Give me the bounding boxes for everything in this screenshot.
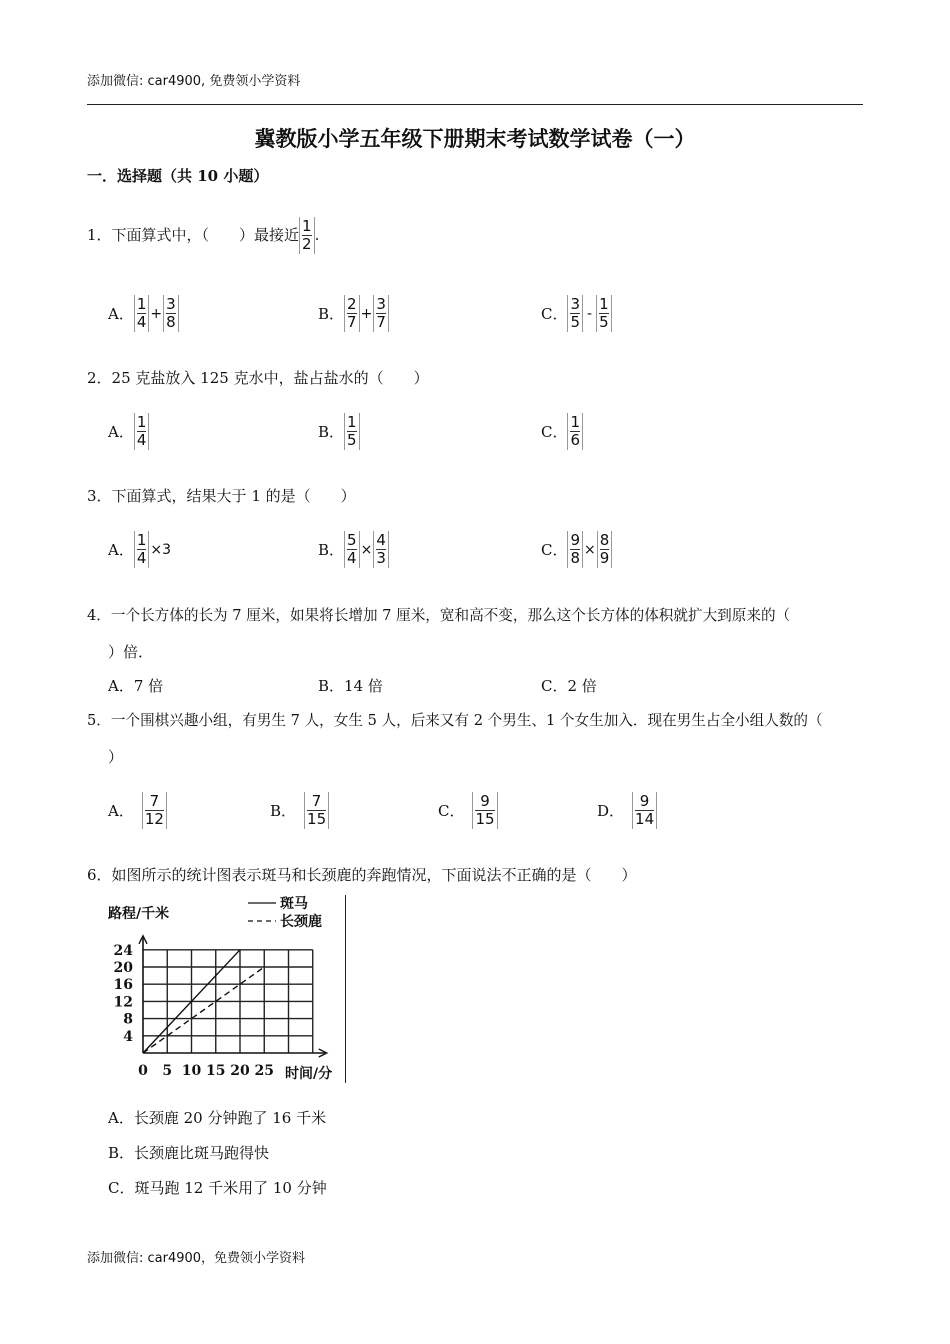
q5-option-b[interactable]: B． $\frac{7}{15}$ xyxy=(270,792,329,829)
q1-option-a[interactable]: A． $\frac{1}{4}$ + $\frac{3}{8}$ xyxy=(108,295,179,332)
chart-ylabel: 路程/千米 xyxy=(108,906,170,922)
y-tick-label: 16 xyxy=(113,977,133,994)
header-note: 添加微信: car4900, 免费领小学资料 xyxy=(87,74,301,89)
chart-frame-edge xyxy=(345,895,346,1083)
question-5-stem-line1: 5．一个围棋兴趣小组，有男生 7 人，女生 5 人，后来又有 2 个男生、1 个女生加入．现在男生占全小组人数的（ xyxy=(87,712,823,729)
question-1-stem: 1．下面算式中，（ ）最接近 xyxy=(87,226,300,244)
q2-option-c[interactable]: C． $\frac{1}{6}$ xyxy=(541,413,583,450)
question-4-stem-line1: 4．一个长方体的长为 7 厘米，如果将长增加 7 厘米，宽和高不变，那么这个长方体的体积就扩大到原来的（ xyxy=(87,607,791,624)
q2-option-a[interactable]: A． $\frac{1}{4}$ xyxy=(108,413,149,450)
x-tick-label: 15 xyxy=(206,1063,226,1079)
q3-option-c[interactable]: C． $\frac{9}{8}$ × $\frac{8}{9}$ xyxy=(541,531,612,568)
q6-option-c[interactable]: C．斑马跑 12 千米用了 10 分钟 xyxy=(108,1179,327,1197)
section-heading: 一．选择题（共 10 小题） xyxy=(87,167,269,185)
q5-option-d[interactable]: D． $\frac{9}{14}$ xyxy=(597,792,657,829)
legend-label: 斑马 xyxy=(280,896,308,912)
x-tick-label: 5 xyxy=(162,1063,173,1079)
q2-option-b[interactable]: B． $\frac{1}{5}$ xyxy=(318,413,360,450)
x-tick-label: 20 xyxy=(230,1063,250,1079)
q3-option-b[interactable]: B． $\frac{5}{4}$ × $\frac{4}{3}$ xyxy=(318,531,389,568)
header-divider xyxy=(87,104,863,105)
chart-legend xyxy=(248,895,322,930)
question-4-stem-line2: ）倍． xyxy=(108,643,154,661)
question-5-stem-line2: ） xyxy=(108,748,124,766)
x-tick-label: 10 xyxy=(181,1063,202,1079)
chart-ticks xyxy=(114,943,274,1079)
question-6-stem: 6．如图所示的统计图表示斑马和长颈鹿的奔跑情况，下面说法不正确的是（ ） xyxy=(87,866,637,884)
q5-option-a[interactable]: A． $\frac{7}{12}$ xyxy=(108,792,167,829)
question-2-stem: 2．25 克盐放入 125 克水中，盐占盐水的（ ） xyxy=(87,369,429,387)
q6-option-a[interactable]: A．长颈鹿 20 分钟跑了 16 千米 xyxy=(108,1109,327,1127)
series-line-giraffe xyxy=(143,967,264,1053)
y-tick-label: 8 xyxy=(123,1011,133,1028)
page-title: 冀教版小学五年级下册期末考试数学试卷（一） xyxy=(254,126,696,151)
q1-option-c[interactable]: C． $\frac{3}{5}$ - $\frac{1}{5}$ xyxy=(541,295,612,332)
distance-time-chart xyxy=(100,893,350,1085)
question-3-stem: 3．下面算式，结果大于 1 的是（ ） xyxy=(87,487,356,505)
q1-option-b[interactable]: B． $\frac{2}{7}$ + $\frac{3}{7}$ xyxy=(318,295,389,332)
fraction: $\frac{1}{2}$ xyxy=(299,217,315,254)
y-tick-label: 20 xyxy=(113,960,133,976)
y-tick-label: 4 xyxy=(123,1028,133,1045)
q4-option-c[interactable]: C．2 倍 xyxy=(541,677,597,695)
x-tick-label: 25 xyxy=(254,1063,274,1079)
legend-label: 长颈鹿 xyxy=(280,914,322,930)
footer-note: 添加微信: car4900，免费领小学资料 xyxy=(87,1251,306,1266)
q4-option-a[interactable]: A．7 倍 xyxy=(108,677,164,695)
chart-xlabel: 时间/分 xyxy=(285,1066,333,1082)
x-tick-label: 0 xyxy=(138,1063,148,1079)
q4-option-b[interactable]: B．14 倍 xyxy=(318,677,383,695)
chart-grid xyxy=(143,950,313,1053)
y-tick-label: 12 xyxy=(113,994,133,1011)
q3-option-a[interactable]: A． $\frac{1}{4}$ ×3 xyxy=(108,531,172,567)
y-tick-label: 24 xyxy=(113,942,133,959)
q6-option-b[interactable]: B．长颈鹿比斑马跑得快 xyxy=(108,1144,270,1162)
q5-option-c[interactable]: C． $\frac{9}{15}$ xyxy=(438,792,498,829)
question-1: 1．下面算式中，（ ）最接近 $\frac{1}{2}$ . xyxy=(87,216,320,253)
